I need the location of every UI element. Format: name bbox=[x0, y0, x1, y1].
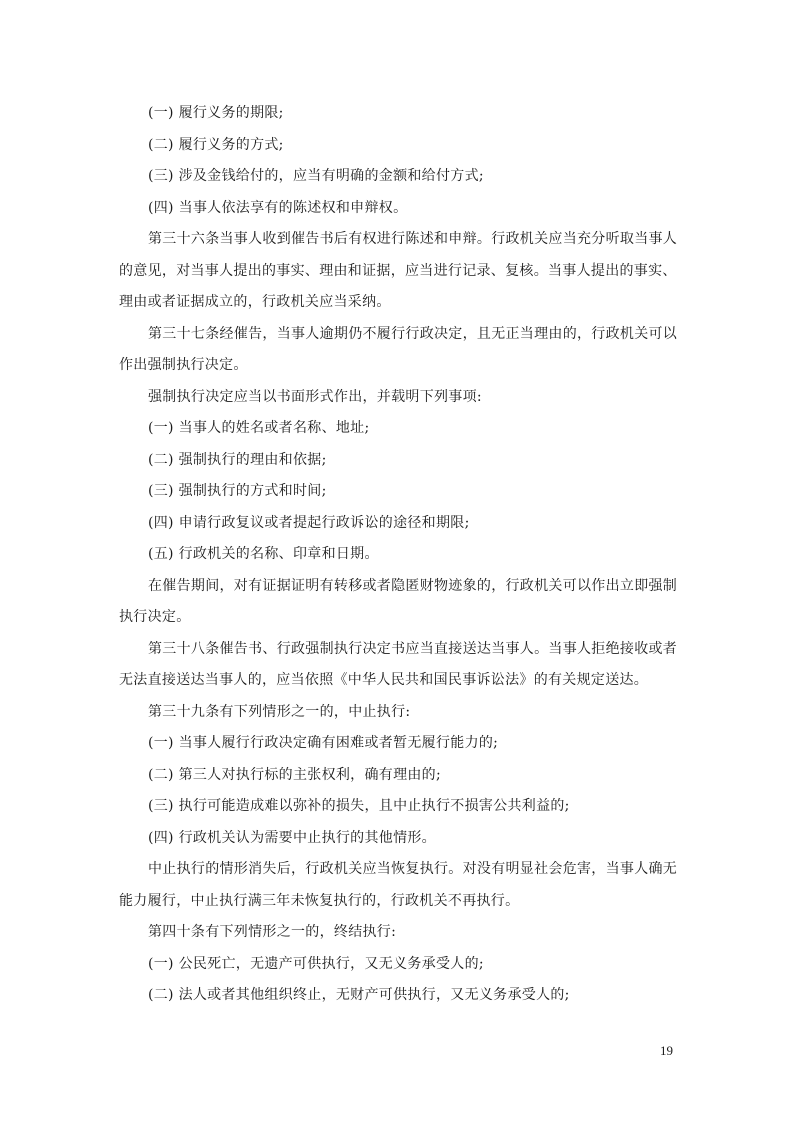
paragraph: (二) 法人或者其他组织终止，无财产可供执行，又无义务承受人的; bbox=[148, 987, 570, 1003]
paragraph: (四) 申请行政复议或者提起行政诉讼的途径和期限; bbox=[148, 514, 470, 531]
paragraph: 第三十六条当事人收到催告书后有权进行陈述和申辩。行政机关应当充分听取当事人的意见，对当事人提出的事实、理由和证据，应当进行记录、复核。当事人提出的事实、理由或者证据成立的，行政机关应当采纳。 bbox=[119, 231, 678, 310]
paragraph: (二) 第三人对执行标的主张权利，确有理由的; bbox=[148, 766, 441, 783]
paragraph: (二) 履行义务的方式; bbox=[148, 136, 284, 153]
paragraph: (二) 强制执行的理由和依据; bbox=[148, 451, 327, 468]
paragraph: (四) 当事人依法享有的陈述权和申辩权。 bbox=[148, 199, 408, 216]
paragraph: 在催告期间，对有证据证明有转移或者隐匿财物迹象的，行政机关可以作出立即强制执行决定。 bbox=[119, 577, 678, 625]
paragraph: (三) 执行可能造成难以弥补的损失，且中止执行不损害公共利益的; bbox=[148, 798, 570, 814]
paragraph: (一) 当事人的姓名或者名称、地址; bbox=[148, 420, 370, 436]
paragraph: (五) 行政机关的名称、印章和日期。 bbox=[148, 546, 379, 562]
paragraph: 中止执行的情形消失后，行政机关应当恢复执行。对没有明显社会危害，当事人确无能力履行，中止执行满三年未恢复执行的，行政机关不再执行。 bbox=[119, 861, 678, 909]
paragraph: 第三十七条经催告，当事人逾期仍不履行行政决定，且无正当理由的，行政机关可以作出强制执行决定。 bbox=[119, 325, 678, 373]
page-number: 19 bbox=[660, 1043, 673, 1058]
paragraph: (一) 履行义务的期限; bbox=[148, 105, 284, 121]
paragraph: (一) 公民死亡，无遗产可供执行，又无义务承受人的; bbox=[148, 955, 484, 972]
paragraph: (三) 涉及金钱给付的，应当有明确的金额和给付方式; bbox=[148, 168, 484, 184]
paragraph: (四) 行政机关认为需要中止执行的其他情形。 bbox=[148, 829, 436, 846]
paragraph: 第四十条有下列情形之一的，终结执行: bbox=[148, 924, 397, 940]
document-body bbox=[119, 98, 681, 1012]
paragraph: 第三十九条有下列情形之一的，中止执行: bbox=[148, 703, 411, 720]
paragraph: (三) 强制执行的方式和时间; bbox=[148, 483, 327, 499]
paragraph: 强制执行决定应当以书面形式作出，并载明下列事项: bbox=[148, 388, 482, 405]
paragraph: 第三十八条催告书、行政强制执行决定书应当直接送达当事人。当事人拒绝接收或者无法直接送达当事人的，应当依照《中华人民共和国民事诉讼法》的有关规定送达。 bbox=[119, 640, 678, 688]
paragraph: (一) 当事人履行行政决定确有困难或者暂无履行能力的; bbox=[148, 735, 499, 751]
